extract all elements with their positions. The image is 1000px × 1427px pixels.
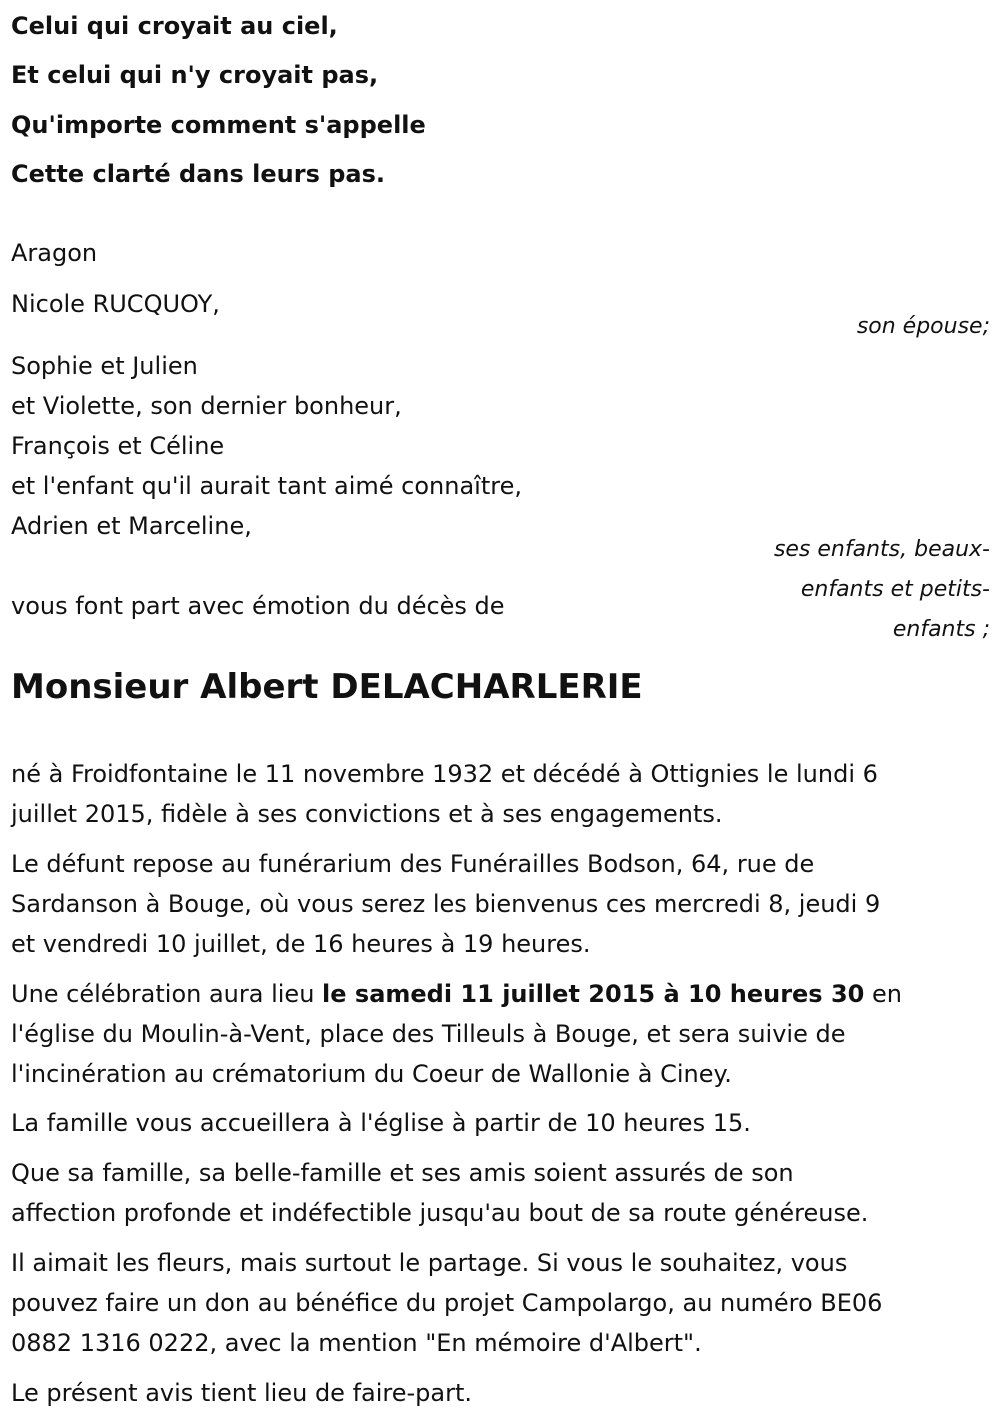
spouse-relation: son épouse; <box>856 314 990 339</box>
poem-line-2: Et celui qui n'y croyait pas, <box>11 61 379 89</box>
family-line-2: et Violette, son dernier bonheur, <box>11 392 402 420</box>
poem-line-3: Qu'importe comment s'appelle <box>11 111 426 139</box>
donation-line-2: pouvez faire un don au bénéfice du projet Campolargo, au numéro BE06 <box>11 1289 883 1317</box>
paragraph-notice <box>11 1373 989 1413</box>
family-line-4: et l'enfant qu'il aurait tant aimé connaître, <box>11 472 522 500</box>
family-relation-line-2: enfants et petits- <box>800 577 990 602</box>
donation-line-1: Il aimait les fleurs, mais surtout le partage. Si vous le souhaitez, vous <box>11 1249 848 1277</box>
paragraph-affection <box>11 1153 989 1233</box>
welcome-line-1: La famille vous accueillera à l'église à partir de 10 heures 15. <box>11 1109 751 1137</box>
poem-line-4: Cette clarté dans leurs pas. <box>11 160 386 188</box>
ceremony-date-time: le samedi 11 juillet 2015 à 10 heures 30 <box>322 980 865 1008</box>
funeral-home-line-1: Le défunt repose au funérarium des Funérailles Bodson, 64, rue de <box>11 850 815 878</box>
family-line-3: François et Céline <box>11 432 225 460</box>
paragraph-ceremony <box>11 974 989 1094</box>
affection-line-2: affection profonde et indéfectible jusqu'au bout de sa route généreuse. <box>11 1199 869 1227</box>
paragraph-donation <box>11 1243 989 1363</box>
ceremony-line-1 <box>11 974 989 1014</box>
deceased-name: Monsieur Albert DELACHARLERIE <box>11 667 643 707</box>
birth-line-1: né à Froidfontaine le 11 novembre 1932 et décédé à Ottignies le lundi 6 <box>11 760 878 788</box>
notice-line-1: Le présent avis tient lieu de faire-part. <box>11 1379 473 1407</box>
poem-author: Aragon <box>11 239 98 267</box>
paragraph-birth <box>11 754 989 834</box>
funeral-home-line-3: et vendredi 10 juillet, de 16 heures à 19 heures. <box>11 930 591 958</box>
birth-line-2: juillet 2015, fidèle à ses convictions et à ses engagements. <box>11 800 723 828</box>
ceremony-line-2: l'église du Moulin-à-Vent, place des Tilleuls à Bouge, et sera suivie de <box>11 1020 846 1048</box>
family-line-5: Adrien et Marceline, <box>11 512 252 540</box>
family-relation-line-3: enfants ; <box>892 617 990 642</box>
family-line-1: Sophie et Julien <box>11 352 198 380</box>
ceremony-line-1-start: Une célébration aura lieu <box>11 980 323 1008</box>
donation-line-3: 0882 1316 0222, avec la mention "En mémoire d'Albert". <box>11 1329 702 1357</box>
paragraph-funeral-home <box>11 844 989 964</box>
funeral-home-line-2: Sardanson à Bouge, où vous serez les bienvenus ces mercredi 8, jeudi 9 <box>11 890 881 918</box>
family-relation-line-1: ses enfants, beaux- <box>773 537 990 562</box>
poem-line-1: Celui qui croyait au ciel, <box>11 12 338 40</box>
announcement: vous font part avec émotion du décès de <box>11 592 505 620</box>
ceremony-line-3: l'incinération au crématorium du Coeur de Wallonie à Ciney. <box>11 1060 732 1088</box>
spouse-name: Nicole RUCQUOY, <box>11 290 220 318</box>
affection-line-1: Que sa famille, sa belle-famille et ses amis soient assurés de son <box>11 1159 794 1187</box>
ceremony-line-1-end: en <box>864 980 902 1008</box>
paragraph-welcome <box>11 1103 989 1143</box>
